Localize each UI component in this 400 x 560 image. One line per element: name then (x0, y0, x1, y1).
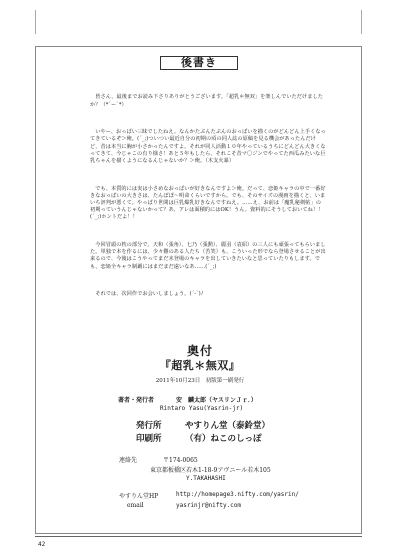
afterword-paragraph-4: 今回冒頭の枕の部分で、天和（張角）、七乃（張勲）、麗羽（袁紹）の三人にも頑張ってもらいました。単独で本を作るには、少々難のある人たち（苦笑）も、こういった形でなら登場させることが出来るので、今後はこうやってまだ未登場のキャラを出していきたいなと思っていたりもします。でも、恋姫全キャラ制覇にはまだまだ遠いなあ……(´_;) (90, 242, 326, 270)
printer-label: 印刷所 (136, 434, 162, 444)
homepage-url[interactable]: http://homepage3.nifty.com/yasrin/ (176, 491, 299, 498)
email-address[interactable]: yasrinjr@nifty.com (176, 502, 242, 509)
author-label: 著者・発行者 (118, 397, 155, 404)
footer-divider (35, 536, 362, 537)
book-title: 『超乳＊無双』 (159, 359, 241, 372)
contact-label: 連絡先 (119, 457, 138, 464)
crop-mark (35, 10, 362, 34)
postal-code: 〒174-0065 (163, 457, 198, 464)
afterword-paragraph-3: でも、本質的には実は小さめなおっぱいが好きなんですよ＞俺。だって、恋姫キャラの中で一番好きなおっぱいの大きさは、たんぽぽ～明命くらいですから。でも、そのサイズの漫画を描くと、いまいち評判が悪くて。やっぱり世間は巨乳爆乳好きなんですねえ。……え、お前は「魔乳秘剣帖」の初期っていうんじゃないかって？あ、アレは面積的にはOK！うん。資料的にそうしておいてね！！(´_;)ホントだよ！！ (90, 185, 326, 221)
contact-name: Y.TAKAHASHI (186, 475, 226, 482)
afterword-body (90, 80, 326, 312)
afterword-paragraph-1: 皆さん、最後までお読み下さりありがとうございます。「超乳＊無双」を楽しんでいただけましたか？（*´ー`*） (90, 94, 323, 108)
afterword-paragraph-5: それでは、次回作でお会いしましょう。(´-`)ﾉ (90, 291, 204, 298)
edition-line: 2011年10月23日 初版第一刷発行 (155, 378, 245, 384)
author-name: 安 麟太郎（ヤスリンＪｒ．） (176, 397, 257, 404)
email-label: email (127, 502, 144, 509)
address: 東京都板橋区若木1-18-9アヴニール若木105 (150, 467, 271, 474)
homepage-label: やすりん堂HP (119, 493, 159, 500)
afterword-paragraph-2: いやー、おっぱい三昧でしたねえ。なんかたぷんたぷんのおっぱいを描くのがどんどん上手くなってきているぞ＞俺。(´_;)ついつい最近自分の初期の頃の同人誌の原稿を見る機会があったんだけど、昔は本当に胸が小さかったんですよ。それが同人活動１０年やっているうちにどんどん大きくなってきて、今じゃこの有り様さ！あと５年もしたら、それこそ昔マ〇ジンでやってた西瓜みたいな巨乳ちゃんを描くようになるんじゃないか？＞俺。（木支火暴） (90, 129, 326, 165)
afterword-title: 後書き (181, 56, 217, 69)
colophon-title: 奥付 (186, 344, 213, 358)
author-romaji: Rintaro Yasu(Yasrin-jr) (160, 405, 244, 412)
page-number: 42 (38, 541, 46, 548)
publisher-name: やすりん堂（泰鈴堂） (185, 421, 271, 431)
publisher-label: 発行所 (136, 421, 162, 431)
printer-name: （有）ねこのしっぽ (185, 434, 262, 444)
